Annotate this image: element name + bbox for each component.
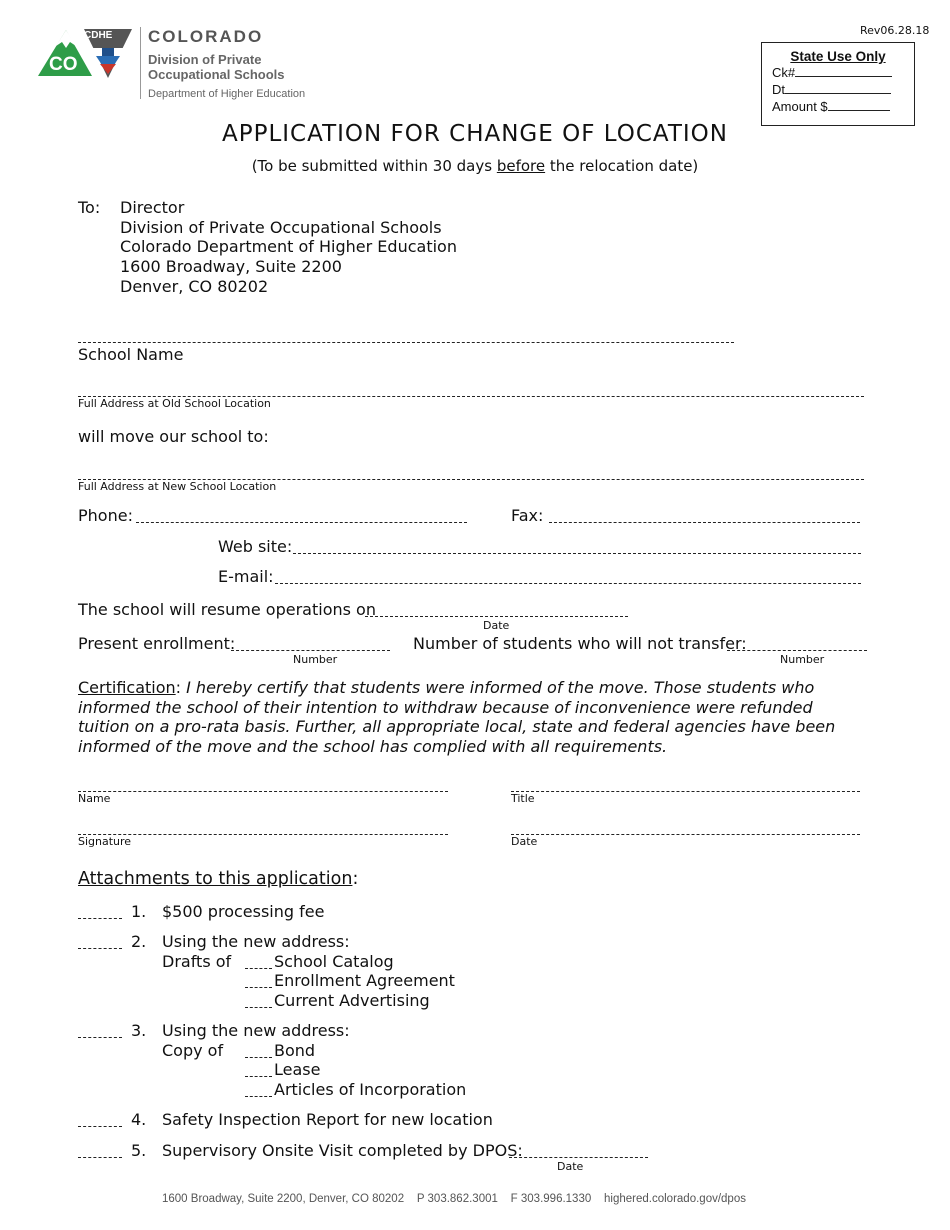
- certification-text: I hereby certify that students were informed of the move. Those students who informed the school of their intention to withdraw because of inconvenience were refunded tuition on a pro-rata basis. Further, all appropriate local, state and federal agencies have been informed of the move and the school has complied with all requirements.: [78, 678, 836, 756]
- attachment-2b-text: Enrollment Agreement: [274, 971, 455, 990]
- resume-date-field[interactable]: [365, 602, 628, 617]
- logo-divider: [140, 27, 141, 99]
- page-title: APPLICATION FOR CHANGE OF LOCATION: [221, 121, 728, 147]
- school-name-field[interactable]: [78, 328, 734, 343]
- attachment-2-num: 2.: [131, 932, 147, 951]
- enrollment-label: Present enrollment:: [78, 634, 236, 653]
- attachment-5-check[interactable]: [78, 1143, 122, 1158]
- attachments-heading: Attachments to this application:: [78, 869, 359, 889]
- enrollment-field[interactable]: [231, 636, 390, 651]
- footer-website-link[interactable]: highered.colorado.gov/dpos: [604, 1193, 746, 1205]
- attachment-4-num: 4.: [131, 1110, 147, 1129]
- new-address-field[interactable]: [78, 465, 864, 480]
- logo-badge-co: CO: [49, 54, 78, 75]
- will-move-text: will move our school to:: [78, 427, 269, 446]
- fax-field[interactable]: [549, 508, 860, 523]
- resume-date-caption: Date: [483, 619, 510, 632]
- attachment-2-check[interactable]: [78, 934, 122, 949]
- logo-division-1: Division of Private: [148, 52, 262, 67]
- attachment-1-check[interactable]: [78, 904, 122, 919]
- attachment-2-text: Using the new address:: [162, 932, 350, 951]
- name-label: Name: [78, 792, 111, 805]
- attachment-2c-check[interactable]: [245, 993, 272, 1008]
- email-label: E-mail:: [218, 567, 274, 586]
- footer-phone: P 303.862.3001: [416, 1193, 498, 1205]
- title-label: Title: [511, 792, 535, 805]
- footer-fax: F 303.996.1330: [510, 1193, 592, 1205]
- attachment-5-date-caption: Date: [557, 1160, 584, 1173]
- attachment-2b-check[interactable]: [245, 973, 272, 988]
- website-field[interactable]: [293, 539, 861, 554]
- new-address-label: Full Address at New School Location: [78, 480, 277, 493]
- logo-division-2: Occupational Schools: [148, 67, 285, 82]
- attachment-3c-check[interactable]: [245, 1082, 272, 1097]
- footer-address: 1600 Broadway, Suite 2200, Denver, CO 80202: [162, 1193, 405, 1205]
- attachment-3-text: Using the new address:: [162, 1021, 350, 1040]
- attachment-5-num: 5.: [131, 1141, 147, 1160]
- attachment-1-text: $500 processing fee: [162, 902, 325, 921]
- name-field[interactable]: [78, 777, 448, 792]
- not-transfer-label: Number of students who will not transfer:: [413, 634, 747, 653]
- logo-department: Department of Higher Education: [148, 88, 306, 100]
- sign-date-field[interactable]: [511, 820, 860, 835]
- logo-badge-top: CDHE: [84, 30, 113, 41]
- attachment-3-check[interactable]: [78, 1023, 122, 1038]
- state-use-dt[interactable]: Dt: [772, 81, 914, 98]
- attachment-3-num: 3.: [131, 1021, 147, 1040]
- signature-label: Signature: [78, 835, 132, 848]
- page-subtitle: (To be submitted within 30 days before the relocation date): [251, 157, 699, 175]
- attachment-3a-check[interactable]: [245, 1043, 272, 1058]
- attachment-4-text: Safety Inspection Report for new location: [162, 1110, 493, 1129]
- to-line-5: Denver, CO 80202: [120, 277, 269, 296]
- attachment-2c-text: Current Advertising: [274, 991, 430, 1010]
- revision-code: Rev06.28.18: [860, 24, 930, 37]
- certification-block: Certification: I hereby certify that students were informed of the move. Those students who informed the school of their intention to withdraw because of inconvenience were refunded tuition on a pro-rata basis. Further, all appropriate local, state and federal agencies have been informed of the move and the school has complied with all requirements.: [78, 678, 836, 756]
- attachment-4-check[interactable]: [78, 1112, 122, 1127]
- enrollment-caption: Number: [293, 653, 338, 666]
- fax-label: Fax:: [511, 506, 544, 525]
- email-field[interactable]: [275, 569, 861, 584]
- not-transfer-field[interactable]: [727, 636, 867, 651]
- attachment-3b-check[interactable]: [245, 1062, 272, 1077]
- to-line-3: Colorado Department of Higher Education: [120, 237, 457, 256]
- resume-label: The school will resume operations on: [78, 600, 376, 619]
- school-name-label: School Name: [78, 345, 184, 364]
- state-use-ck[interactable]: Ck#: [772, 64, 914, 81]
- to-line-1: Director: [120, 198, 185, 217]
- not-transfer-caption: Number: [780, 653, 825, 666]
- title-field[interactable]: [511, 777, 860, 792]
- attachment-3b-text: Lease: [274, 1060, 321, 1079]
- old-address-field[interactable]: [78, 382, 864, 397]
- state-use-amount[interactable]: Amount $: [772, 98, 914, 115]
- phone-field[interactable]: [136, 508, 467, 523]
- website-label: Web site:: [218, 537, 293, 556]
- signature-field[interactable]: [78, 820, 448, 835]
- phone-label: Phone:: [78, 506, 133, 525]
- state-use-box: [761, 42, 915, 126]
- attachment-2a-text: School Catalog: [274, 952, 394, 971]
- attachment-1-num: 1.: [131, 902, 147, 921]
- to-line-4: 1600 Broadway, Suite 2200: [120, 257, 342, 276]
- attachment-3a-text: Bond: [274, 1041, 316, 1060]
- sign-date-label: Date: [511, 835, 538, 848]
- attachment-2-sublabel: Drafts of: [162, 952, 232, 971]
- to-line-2: Division of Private Occupational Schools: [120, 218, 442, 237]
- attachment-3-sublabel: Copy of: [162, 1041, 224, 1060]
- attachment-2a-check[interactable]: [245, 954, 272, 969]
- attachment-3c-text: Articles of Incorporation: [274, 1080, 467, 1099]
- to-label: To:: [78, 198, 101, 217]
- attachment-5-text: Supervisory Onsite Visit completed by DPOS:: [162, 1141, 523, 1160]
- logo-state: COLORADO: [148, 27, 264, 46]
- attachment-5-date-field[interactable]: [509, 1143, 648, 1158]
- state-use-title: State Use Only: [790, 49, 886, 64]
- old-address-label: Full Address at Old School Location: [78, 397, 271, 410]
- footer: [162, 1193, 746, 1205]
